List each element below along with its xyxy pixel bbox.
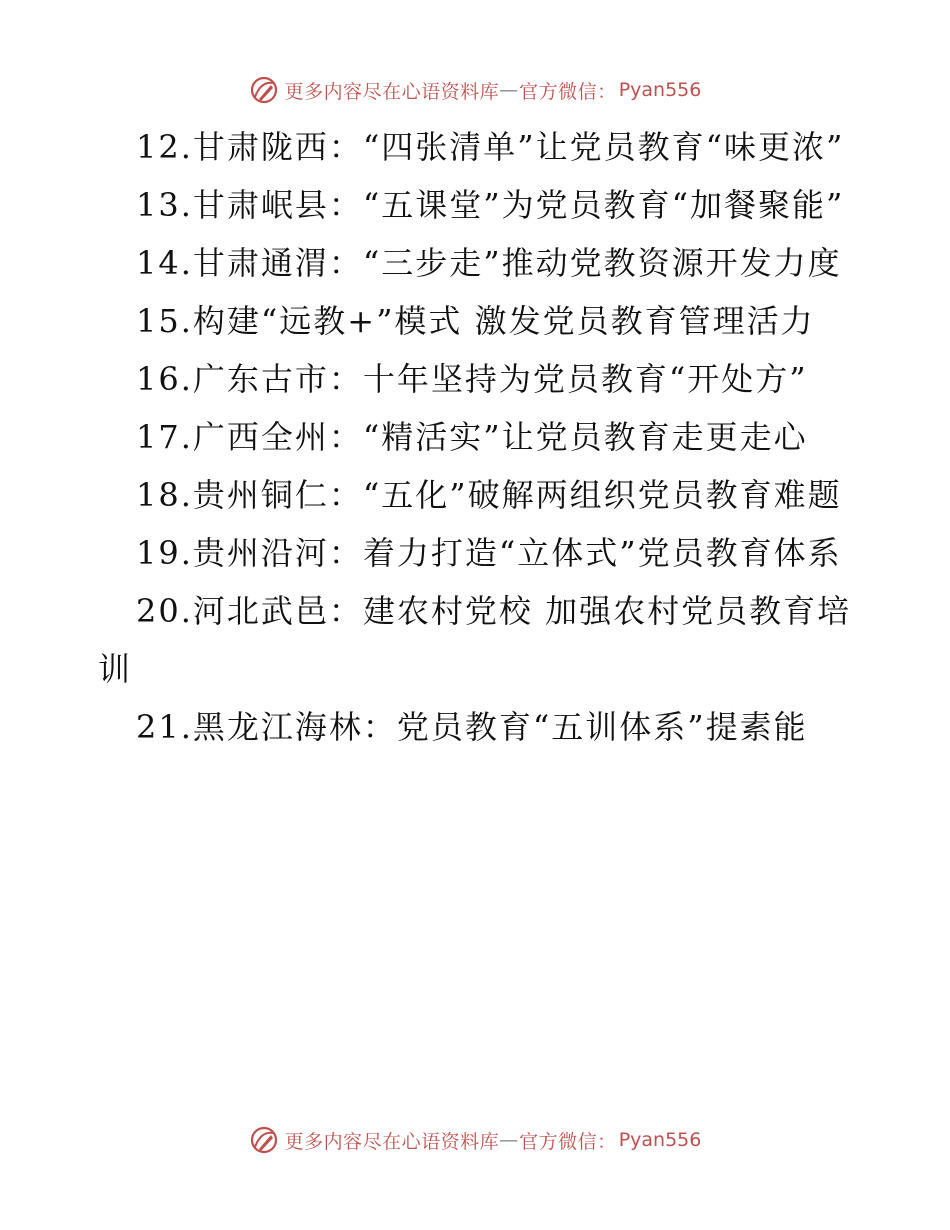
- list-item: [98, 408, 858, 466]
- watermark-separator: —: [499, 79, 520, 101]
- document-body: [98, 118, 858, 756]
- watermark-text: 更多内容尽在心语资料库: [284, 80, 500, 103]
- watermark-separator: —: [499, 1129, 520, 1151]
- watermark-text: 更多内容尽在心语资料库: [284, 1130, 500, 1153]
- list-item: [98, 292, 858, 350]
- list-item-text-continued: 系: [807, 534, 842, 572]
- list-item-text: 19.贵州沿河：着力打造“立体式”党员教育体: [136, 534, 808, 572]
- list-item: [98, 582, 858, 698]
- list-item-text: 15.构建“远教+”模式 激发党员教育管理活力: [136, 302, 815, 340]
- watermark-wechat-id: Pyan556: [618, 1129, 702, 1151]
- list-item-text-continued: 题: [807, 476, 842, 514]
- list-item: [98, 698, 858, 756]
- pen-swirl-logo-icon: [249, 75, 279, 105]
- list-item: [98, 350, 858, 408]
- list-item-text: 12.甘肃陇西：“四张清单”让党员教育“味更: [136, 128, 792, 166]
- list-item-text: 17.广西全州：“精活实”让党员教育走更走心: [136, 418, 808, 456]
- list-item-text-continued: 浓”: [791, 128, 845, 166]
- watermark-wechat-label: 官方微信：: [519, 80, 617, 103]
- list-item-text-continued: 能”: [791, 186, 845, 224]
- list-item-text-continued: 度: [807, 244, 842, 282]
- list-item-text: 16.广东古市：十年坚持为党员教育“开处方”: [136, 360, 808, 398]
- pen-swirl-logo-icon: [249, 1125, 279, 1155]
- list-item: [98, 466, 858, 524]
- list-item-text: 14.甘肃通渭：“三步走”推动党教资源开发力: [136, 244, 808, 282]
- list-item: [98, 234, 858, 292]
- list-item-text: 21.黑龙江海林：党员教育“五训体系”提素能: [136, 708, 808, 746]
- list-item: [98, 524, 858, 582]
- list-item-text-continued: 训: [98, 650, 133, 688]
- list-item: [98, 118, 858, 176]
- list-item-text: 13.甘肃岷县：“五课堂”为党员教育“加餐聚: [136, 186, 792, 224]
- list-item-text: 20.河北武邑：建农村党校 加强农村党员教育培: [136, 592, 852, 630]
- list-item-text: 18.贵州铜仁：“五化”破解两组织党员教育难: [136, 476, 808, 514]
- watermark-wechat-id: Pyan556: [618, 79, 702, 101]
- footer-watermark: [0, 1122, 950, 1158]
- header-watermark: [0, 72, 950, 108]
- watermark-wechat-label: 官方微信：: [519, 1130, 617, 1153]
- list-item: [98, 176, 858, 234]
